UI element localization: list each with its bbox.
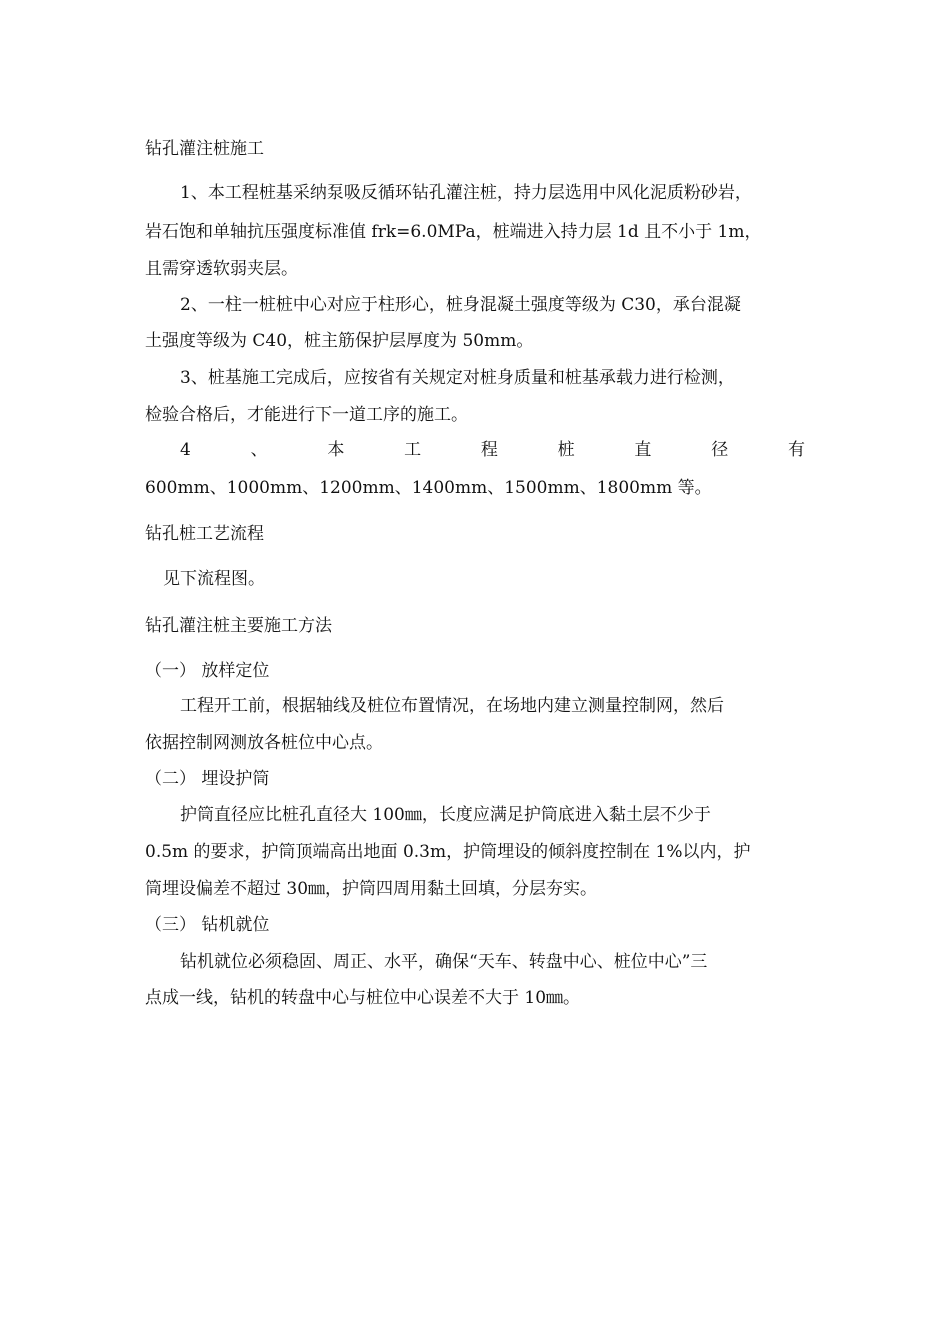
paragraph-2-line-2: 土强度等级为 C40，桩主筋保护层厚度为 50mm。 xyxy=(145,331,534,351)
paragraph-1-line-3: 且需穿透软弱夹层。 xyxy=(145,259,298,279)
paragraph-4-line-2: 600mm、1000mm、1200mm、1400mm、1500mm、1800mm 等。 xyxy=(145,478,712,498)
subsection-title-rig-positioning: （三） 钻机就位 xyxy=(145,915,270,935)
paragraph-4-word: 径 xyxy=(711,440,729,460)
subsection-2-line-2: 0.5m 的要求，护筒顶端高出地面 0.3m，护筒埋设的倾斜度控制在 1%以内，护 xyxy=(145,842,751,862)
section-heading-process-flow: 钻孔桩工艺流程 xyxy=(145,524,264,544)
paragraph-2-line-1: 2、一柱一桩桩中心对应于柱形心，桩身混凝土强度等级为 C30，承台混凝 xyxy=(180,295,741,315)
section-heading-construction-methods: 钻孔灌注桩主要施工方法 xyxy=(145,616,332,636)
paragraph-see-flowchart: 见下流程图。 xyxy=(163,569,265,589)
paragraph-1-line-2: 岩石饱和单轴抗压强度标准值 frk=6.0MPa，桩端进入持力层 1d 且不小于 1m， xyxy=(145,222,762,242)
paragraph-4-word: 4 xyxy=(180,440,191,460)
paragraph-4-line-1 xyxy=(180,438,805,462)
subsection-title-setting-out: （一） 放样定位 xyxy=(145,661,270,681)
paragraph-4-word: 工 xyxy=(404,440,422,460)
paragraph-4-word: 、 xyxy=(250,440,268,460)
paragraph-4-word: 直 xyxy=(634,440,652,460)
section-heading-bored-pile: 钻孔灌注桩施工 xyxy=(145,139,264,159)
paragraph-4-word: 程 xyxy=(480,440,498,460)
subsection-title-casing: （二） 埋设护筒 xyxy=(145,769,270,789)
subsection-2-line-3: 筒埋设偏差不超过 30㎜，护筒四周用黏土回填，分层夯实。 xyxy=(145,879,598,899)
subsection-1-line-2: 依据控制网测放各桩位中心点。 xyxy=(145,733,383,753)
subsection-3-line-2: 点成一线，钻机的转盘中心与桩位中心误差不大于 10㎜。 xyxy=(145,988,581,1008)
subsection-2-line-1: 护筒直径应比桩孔直径大 100㎜，长度应满足护筒底进入黏土层不少于 xyxy=(180,805,711,825)
paragraph-4-word: 桩 xyxy=(557,440,575,460)
paragraph-1-line-1: 1、本工程桩基采纳泵吸反循环钻孔灌注桩，持力层选用中风化泥质粉砂岩， xyxy=(180,183,752,203)
paragraph-4-word: 本 xyxy=(327,440,345,460)
subsection-3-line-1: 钻机就位必须稳固、周正、水平，确保“天车、转盘中心、桩位中心”三 xyxy=(180,952,708,972)
paragraph-3-line-2: 检验合格后，才能进行下一道工序的施工。 xyxy=(145,405,468,425)
subsection-1-line-1: 工程开工前，根据轴线及桩位布置情况，在场地内建立测量控制网，然后 xyxy=(180,696,724,716)
paragraph-4-word: 有 xyxy=(787,440,805,460)
paragraph-3-line-1: 3、桩基施工完成后，应按省有关规定对桩身质量和桩基承载力进行检测， xyxy=(180,368,735,388)
